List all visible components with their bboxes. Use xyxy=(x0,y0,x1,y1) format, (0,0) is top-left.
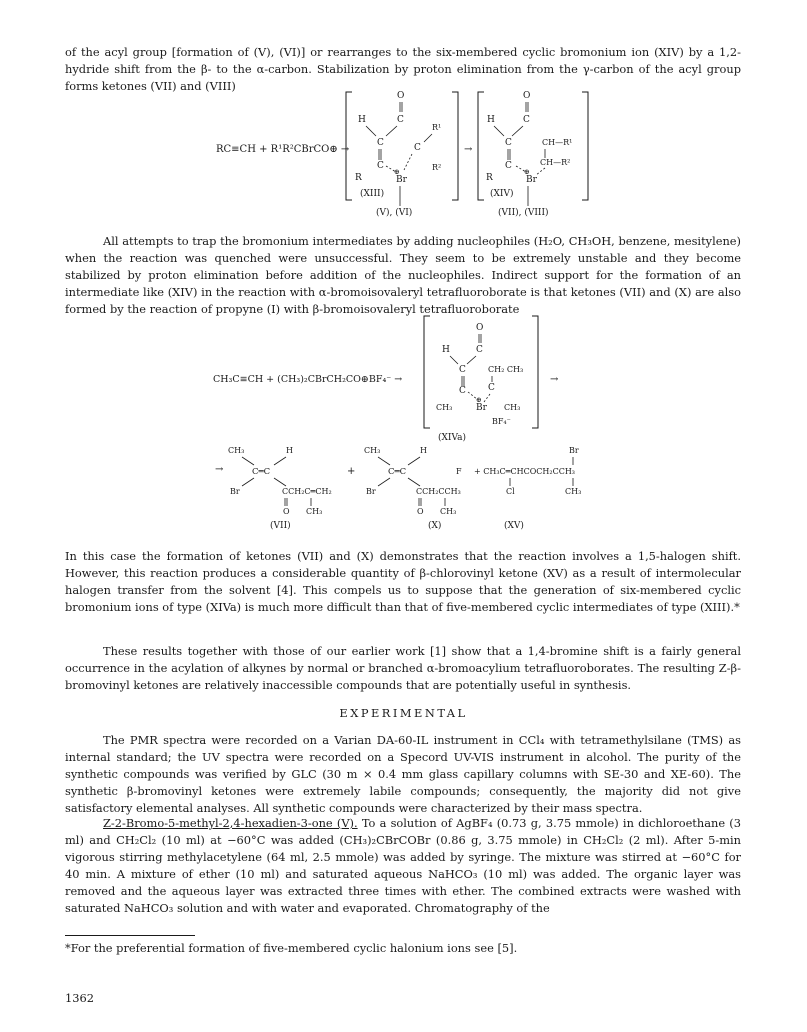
xiva-hydrogen: H xyxy=(442,345,450,355)
x-br: Br xyxy=(366,487,376,496)
x-label: (X) xyxy=(428,521,442,531)
xiv-c3: C xyxy=(505,161,512,171)
xiva-c4: C xyxy=(488,383,495,393)
xiv-ch1: CH—R¹ xyxy=(542,138,573,147)
xiv-product: (VII), (VIII) xyxy=(498,208,549,218)
vii-double-bond: C═C xyxy=(252,467,271,477)
bracket-right-3 xyxy=(532,316,538,428)
pmr-paragraph: The PMR spectra were recorded on a Varian DA-60-IL instrument in CCl₄ with tetramethylsilane (TMS) as internal standard; the UV spectra were recorded on a Specord UV-VIS instrument in alcohol. The purity of the synthetic compounds was verified by GLC (30 m × 0.4 mm glass capillary columns with SE-30 and XE-60). The synthetic β-bromovinyl ketones were extremely labile compounds; consequently, the majority did not give satisfactory elemental analyses. All synthetic compounds were characterized by their mass spectra. xyxy=(65,733,741,815)
intro-paragraph: of the acyl group [formation of (V), (VI)] or rearranges to the six-membered cyclic bromonium ion (XIV) by a 1,2-hydride shift from the β- to the α-carbon. Stabilization by proton elimination from the γ-carbon of the acyl group forms ketones (VII) and (VIII) xyxy=(65,45,741,93)
xiii-r2: R² xyxy=(432,163,442,172)
x-h: H xyxy=(420,446,427,455)
procedure-paragraph xyxy=(65,815,741,917)
xiv-carbonyl-c: C xyxy=(523,115,530,125)
scheme1-arrow: → xyxy=(464,144,473,155)
procedure-body: To a solution of AgBF₄ (0.73 g, 3.75 mmole) in dichloroethane (3 ml) and CH₂Cl₂ (10 ml) at −60°C was added (CH₃)₂CBrCOBr (0.86 g, 3.75 mmole) in CH₂Cl₂ (2 ml). After 5-min vigorous stirring methylacetylene (64 ml, 2.5 mmole) was added by syringe. The mixture was stirred at −60°C for 40 min. A mixture of ether (10 ml) and saturated aqueous NaHCO₃ (10 ml) was added. The organic layer was removed and the aqueous layer was extracted three times with ether. The combined extracts were washed with saturated NaHCO₃ solution and with water and evaporated. Chromatography of the xyxy=(65,816,741,915)
xiv-bromine: Br xyxy=(526,175,537,185)
x-o: O xyxy=(417,507,424,516)
xv-cl: Cl xyxy=(506,487,515,496)
xiv-oxygen: O xyxy=(523,91,531,101)
xiii-label: (XIII) xyxy=(360,189,385,199)
vii-label: (VII) xyxy=(270,521,291,531)
vii-ch3-b: CH₃ xyxy=(306,507,323,516)
results-paragraph: These results together with those of our earlier work [1] show that a 1,4-bromine shift is a fairly general occurrence in the acylation of alkynes by normal or branched α-bromoacylium tetrafluoroborates. The resulting Z-β-bromovinyl ketones are relatively inaccessible compounds that are potentially useful in synthesis. xyxy=(65,644,741,692)
xv-ch3: CH₃ xyxy=(565,487,582,496)
xiva-c2: C xyxy=(459,365,466,375)
xiii-c3: C xyxy=(414,143,421,153)
vii-br: Br xyxy=(230,487,240,496)
xiii-c4: C xyxy=(377,161,384,171)
xiva-ch2ch3: CH₂ CH₃ xyxy=(488,365,524,374)
xiva-label: (XIVa) xyxy=(438,433,467,443)
xiva-oxygen: O xyxy=(476,323,484,333)
xiv-r: R xyxy=(486,173,493,183)
scheme1-reactants: RC≡CH + R¹R²CBrCO⊕ → xyxy=(216,144,350,155)
trap-paragraph: All attempts to trap the bromonium intermediates by adding nucleophiles (H₂O, CH₃OH, benzene, mesitylene) when the reaction was quenched were unsuccessful. They seem to be extremely unstable and they become stabilized by proton elimination before addition of the nucleophiles. Indirect support for the formation of an intermediate like (XIV) in the reaction with α-bromoisovaleryl tetrafluoroborate is that ketones (VII) and (X) are also formed by the reaction of propyne (I) with β-bromoisovaleryl tetrafluoroborate xyxy=(65,234,741,316)
xiva-ch3-right: CH₃ xyxy=(504,403,521,412)
x-f: F xyxy=(456,467,462,476)
xiva-c1: C xyxy=(476,345,483,355)
xiii-bromine: Br xyxy=(396,175,407,185)
xiva-bromine: Br xyxy=(476,403,487,413)
xiii-product: (V), (VI) xyxy=(376,208,413,218)
xiii-r1: R¹ xyxy=(432,123,442,132)
vii-ch3: CH₃ xyxy=(228,446,245,455)
xiv-charge: ⊕ xyxy=(524,168,530,176)
xiva-counterion: BF₄⁻ xyxy=(492,417,511,426)
xv-label: (XV) xyxy=(504,521,524,531)
vii-h: H xyxy=(286,446,293,455)
xv-formula: + CH₃C═CHCOCH₂CCH₃ xyxy=(474,467,575,476)
xiva-charge: ⊕ xyxy=(476,396,482,404)
xiii-hydrogen: H xyxy=(358,115,366,125)
footnote-rule xyxy=(65,935,195,936)
x-substituent: CCH₂CCH₃ xyxy=(416,487,461,496)
xiv-ch2: CH—R² xyxy=(540,158,571,167)
scheme2-reactants: CH₃C≡CH + (CH₃)₂CBrCH₂CO⊕BF₄⁻ → xyxy=(213,374,403,385)
x-ch3: CH₃ xyxy=(364,446,381,455)
procedure-title: Z-2-Bromo-5-methyl-2,4-hexadien-3-one (V). xyxy=(103,816,358,830)
xiii-charge: ⊕ xyxy=(394,168,400,176)
x-double-bond: C═C xyxy=(388,467,407,477)
xiii-carbonyl-c: C xyxy=(397,115,404,125)
footnote: *For the preferential formation of five-membered cyclic halonium ions see [5]. xyxy=(65,941,518,955)
xiv-hydrogen: H xyxy=(487,115,495,125)
vii-substituent: CCH₂C═CH₂ xyxy=(282,487,332,496)
xiii-r: R xyxy=(355,173,362,183)
page-number: 1362 xyxy=(65,991,94,1005)
x-ch3-b: CH₃ xyxy=(440,507,457,516)
xiv-label: (XIV) xyxy=(490,189,514,199)
products-plus: + xyxy=(347,466,356,477)
scheme2-arrow-right: → xyxy=(550,374,559,385)
xiv-c2: C xyxy=(505,138,512,148)
products-arrow: → xyxy=(215,464,224,475)
vii-o: O xyxy=(283,507,290,516)
halogen-shift-paragraph: In this case the formation of ketones (VII) and (X) demonstrates that the reaction involves a 1,5-halogen shift. However, this reaction produces a considerable quantity of β-chlorovinyl ketone (XV) as a result of intermolecular halogen transfer from the solvent [4]. This compels us to suppose that the generation of six-membered cyclic bromonium ions of type (XIVa) is much more difficult than that of five-membered cyclic intermediates of type (XIII).* xyxy=(65,549,741,614)
xiii-c2: C xyxy=(377,138,384,148)
xiii-oxygen: O xyxy=(397,91,405,101)
xv-br: Br xyxy=(569,446,579,455)
section-heading: EXPERIMENTAL xyxy=(339,706,468,720)
xiva-ch3-left: CH₃ xyxy=(436,403,453,412)
bracket-left-3 xyxy=(424,316,430,428)
xiva-c3: C xyxy=(459,386,466,396)
